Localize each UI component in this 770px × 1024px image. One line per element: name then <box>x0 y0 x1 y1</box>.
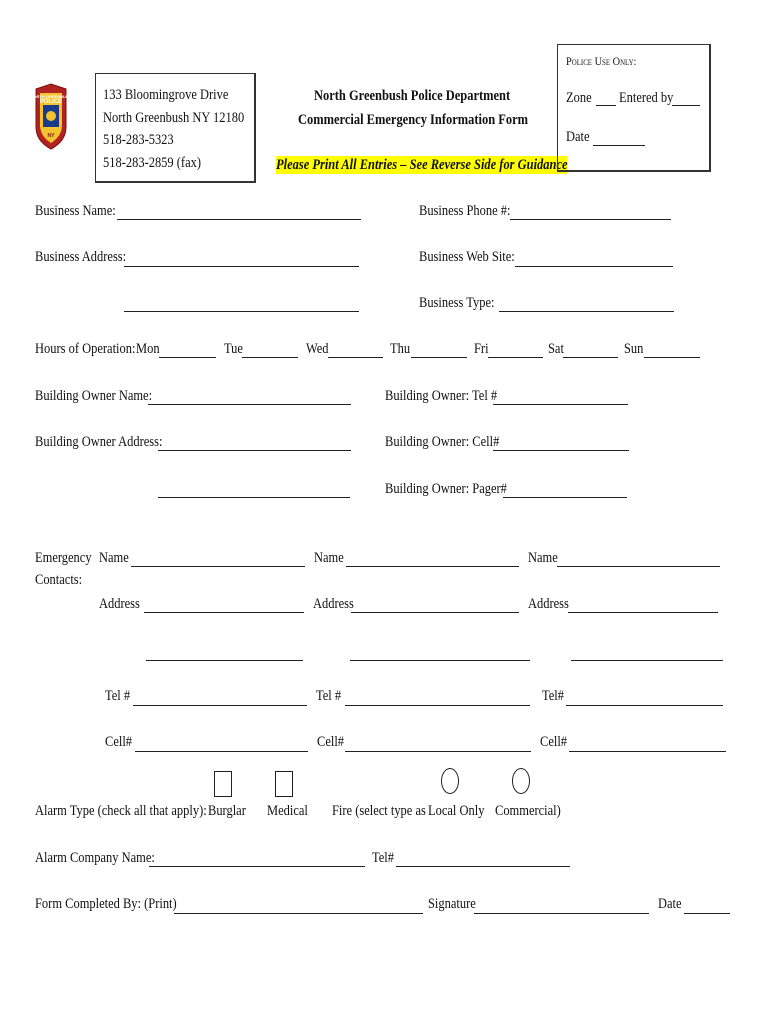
owner-tel-field[interactable] <box>493 404 628 405</box>
owner-name-label: Building Owner Name: <box>35 388 153 404</box>
hours-tue-field[interactable] <box>242 357 298 358</box>
date-label-police: Date <box>566 129 590 145</box>
hours-sat-label: Sat <box>548 341 564 357</box>
hours-wed-label: Wed <box>306 341 329 357</box>
zone-field[interactable] <box>596 105 616 106</box>
local-only-radio[interactable] <box>441 768 459 794</box>
hours-thu-field[interactable] <box>411 357 467 358</box>
hours-wed-field[interactable] <box>328 357 383 358</box>
hours-sun-field[interactable] <box>644 357 700 358</box>
entered-by-label: Entered by <box>619 90 674 106</box>
department-name: North Greenbush Police Department <box>314 88 511 104</box>
hours-mon-label: Mon <box>136 341 160 357</box>
form-title: Commercial Emergency Information Form <box>298 112 529 128</box>
business-type-label: Business Type: <box>419 295 495 311</box>
owner-address-field-2[interactable] <box>158 497 350 498</box>
burglar-checkbox[interactable] <box>214 771 232 797</box>
contact-3-name-label: Name <box>528 550 558 566</box>
address-line-1: 133 Bloomingrove Drive <box>103 87 229 103</box>
contact-2-address-field-1[interactable] <box>351 612 519 613</box>
logo-text-mid: POLICE <box>39 99 63 105</box>
owner-pager-label: Building Owner: Pager# <box>385 481 507 497</box>
hours-sat-field[interactable] <box>563 357 618 358</box>
date-field-footer[interactable] <box>684 913 730 914</box>
signature-field[interactable] <box>474 913 649 914</box>
contact-1-tel-field[interactable] <box>133 705 307 706</box>
contact-2-address-label: Address <box>313 596 354 612</box>
hours-thu-label: Thu <box>390 341 411 357</box>
fax-line: 518-283-2859 (fax) <box>103 155 202 171</box>
alarm-company-field[interactable] <box>149 866 365 867</box>
owner-address-field-1[interactable] <box>158 450 351 451</box>
owner-tel-label: Building Owner: Tel # <box>385 388 498 404</box>
contact-2-name-label: Name <box>314 550 344 566</box>
hours-fri-field[interactable] <box>488 357 543 358</box>
entered-by-field[interactable] <box>672 105 700 106</box>
business-website-field[interactable] <box>515 266 673 267</box>
owner-cell-field[interactable] <box>493 450 629 451</box>
commercial-label: Commercial) <box>495 803 561 819</box>
hours-label: Hours of Operation: <box>35 341 136 357</box>
contact-2-name-field[interactable] <box>346 566 519 567</box>
contact-1-cell-field[interactable] <box>135 751 308 752</box>
contact-3-address-field-2[interactable] <box>571 660 723 661</box>
medical-label: Medical <box>267 803 308 819</box>
contact-3-name-field[interactable] <box>557 566 720 567</box>
owner-cell-label: Building Owner: Cell# <box>385 434 500 450</box>
contact-3-cell-label: Cell# <box>540 734 568 750</box>
hours-mon-field[interactable] <box>159 357 216 358</box>
burglar-label: Burglar <box>208 803 246 819</box>
contact-1-cell-label: Cell# <box>105 734 133 750</box>
contacts-label: Contacts: <box>35 572 83 588</box>
contact-1-tel-label: Tel # <box>105 688 131 704</box>
business-type-field[interactable] <box>499 311 674 312</box>
contact-2-tel-label: Tel # <box>316 688 342 704</box>
business-address-field-2[interactable] <box>124 311 359 312</box>
alarm-type-label: Alarm Type (check all that apply): <box>35 803 207 819</box>
police-badge-logo <box>30 83 72 151</box>
contact-2-cell-label: Cell# <box>317 734 345 750</box>
business-address-label: Business Address: <box>35 249 127 265</box>
instructions-banner: Please Print All Entries – See Reverse Side for Guidance <box>276 157 568 173</box>
owner-address-label: Building Owner Address: <box>35 434 163 450</box>
contact-1-address-field-2[interactable] <box>146 660 303 661</box>
contact-2-address-field-2[interactable] <box>350 660 530 661</box>
signature-label: Signature <box>428 896 476 912</box>
alarm-tel-label: Tel# <box>372 850 394 866</box>
contact-2-cell-field[interactable] <box>345 751 531 752</box>
local-only-label: Local Only <box>428 803 485 819</box>
commercial-radio[interactable] <box>512 768 530 794</box>
logo-text-bottom: NY <box>47 133 55 139</box>
phone-line: 518-283-5323 <box>103 132 174 148</box>
business-address-field-1[interactable] <box>124 266 359 267</box>
contact-1-name-field[interactable] <box>131 566 305 567</box>
emergency-label: Emergency <box>35 550 92 566</box>
owner-name-field[interactable] <box>148 404 351 405</box>
contact-3-tel-field[interactable] <box>566 705 723 706</box>
contact-2-tel-field[interactable] <box>345 705 530 706</box>
contact-3-cell-field[interactable] <box>569 751 726 752</box>
business-name-field[interactable] <box>117 219 361 220</box>
hours-fri-label: Fri <box>474 341 489 357</box>
date-label-footer: Date <box>658 896 682 912</box>
contact-3-tel-label: Tel# <box>542 688 564 704</box>
medical-checkbox[interactable] <box>275 771 293 797</box>
contact-3-address-field-1[interactable] <box>568 612 718 613</box>
contact-1-address-label: Address <box>99 596 140 612</box>
business-website-label: Business Web Site: <box>419 249 515 265</box>
police-use-title: Police Use Only: <box>566 54 637 68</box>
contact-3-address-label: Address <box>528 596 569 612</box>
hours-sun-label: Sun <box>624 341 644 357</box>
contact-1-address-field-1[interactable] <box>144 612 304 613</box>
business-phone-label: Business Phone #: <box>419 203 511 219</box>
date-field-police[interactable] <box>593 145 645 146</box>
business-phone-field[interactable] <box>510 219 671 220</box>
logo-text-top: NORTH GREENBUSH <box>30 94 72 99</box>
owner-pager-field[interactable] <box>503 497 627 498</box>
fire-label: Fire (select type as <box>332 803 426 819</box>
hours-tue-label: Tue <box>224 341 243 357</box>
business-name-label: Business Name: <box>35 203 116 219</box>
contact-1-name-label: Name <box>99 550 129 566</box>
completed-by-field[interactable] <box>174 913 423 914</box>
alarm-company-label: Alarm Company Name: <box>35 850 155 866</box>
zone-label: Zone <box>566 90 592 106</box>
address-line-2: North Greenbush NY 12180 <box>103 110 245 126</box>
alarm-tel-field[interactable] <box>396 866 570 867</box>
completed-by-label: Form Completed By: (Print) <box>35 896 177 912</box>
